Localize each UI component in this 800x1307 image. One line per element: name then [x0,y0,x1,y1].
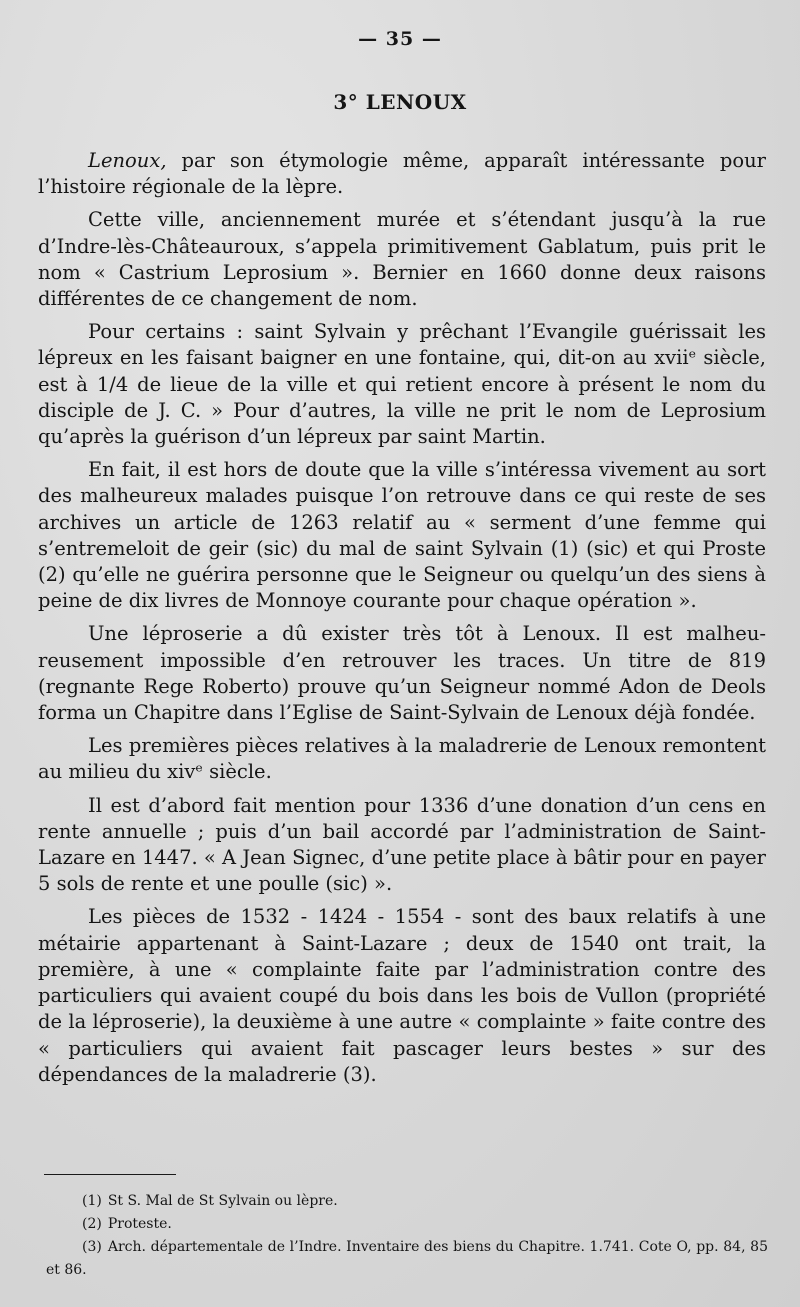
body-text [38,148,766,1095]
paragraph-1 [38,148,766,200]
paragraph-7: Il est d’abord fait mention pour 1336 d’une donation d’un cens en rente annuelle ; puis d’un bail accordé par l’administration de Saint-Lazare en 1447. « A Jean Signec, d’une petite place à bâtir pour en payer 5 sols de rente et une poulle (sic) ». [38,793,766,896]
paragraph-5: Une léproserie a dû exister très tôt à Lenoux. Il est malheureusement impossible d’en retrouver les traces. Un titre de 819 (regnante Rege Roberto) prouve qu’un Seigneur nommé Adon de Deols forma un Chapitre dans l’Eglise de Saint-Sylvain de Lenoux déjà fondée. [38,622,766,725]
footnote-3-number: (3) [82,1239,102,1255]
footnote-2-number: (2) [82,1216,102,1232]
footnote-3-text: Arch. départementale de l’Indre. Inventaire des biens du Chapitre. 1.741. Cote O, pp. 84, 85 et 86. [46,1239,768,1278]
footnote-1-text: St S. Mal de St Sylvain ou lèpre. [107,1193,338,1209]
paragraph-3: Pour certains : saint Sylvain y prêchant l’Evangile guérissait les lépreux en les faisant baigner en une fontaine, qui, dit-on au xviiᵉ siècle, est à 1/4 de lieue de la ville et qui retient encore à présent le nom du disciple de J. C. » Pour d’autres, la ville ne prit le nom de Leprosium qu’après la guérison d’un lépreux par saint Martin. [38,320,766,449]
footnote-3 [46,1236,768,1282]
paragraph-1-text: par son étymologie même, apparaît intéressante pour l’histoire régionale de la lèpre. [38,149,766,199]
footnote-2-text: Proteste. [107,1216,172,1232]
footnote-divider [44,1174,176,1175]
footnote-2 [46,1213,768,1236]
paragraph-2: Cette ville, anciennement murée et s’étendant jusqu’à la rue d’Indre-lès-Châteauroux, s’appela primitivement Gablatum, puis prit le nom « Castrium Leprosium ». Bernier en 1660 donne deux raisons différentes de ce changement de nom. [38,208,766,311]
page-number: — 35 — [358,28,442,50]
footnotes [46,1190,768,1282]
paragraph-6: Les premières pièces relatives à la maladrerie de Lenoux remontent au milieu du xivᵉ siècle. [38,734,766,784]
footnote-1-number: (1) [82,1193,102,1209]
paragraph-1-lead: Lenoux, [88,149,167,172]
paragraph-8: Les pièces de 1532 - 1424 - 1554 - sont des baux relatifs à une métairie appartenant à Saint-Lazare ; deux de 1540 ont trait, la première, à une « complainte faite par l’administration contre des particuliers qui avaient coupé du bois dans les bois de Vullon (propriété de la léproserie), la deuxième à une autre « complainte » faite contre des « particuliers qui avaient fait pascager leurs bestes » sur des dépendances de la maladrerie (3). [38,905,766,1086]
paragraph-4: En fait, il est hors de doute que la ville s’intéressa vivement au sort des malheureux malades puisque l’on retrouve dans ce qui reste de ses archives un article de 1263 relatif au « serment d’une femme qui s’entremeloit de geir (sic) du mal de saint Sylvain (1) (sic) et qui Proste (2) qu’elle ne guérira personne que le Seigneur ou quelqu’un des siens à peine de dix livres de Monnoye courante pour chaque opération ». [38,458,766,613]
section-title: 3° LENOUX [333,90,467,114]
footnote-1 [46,1190,768,1213]
